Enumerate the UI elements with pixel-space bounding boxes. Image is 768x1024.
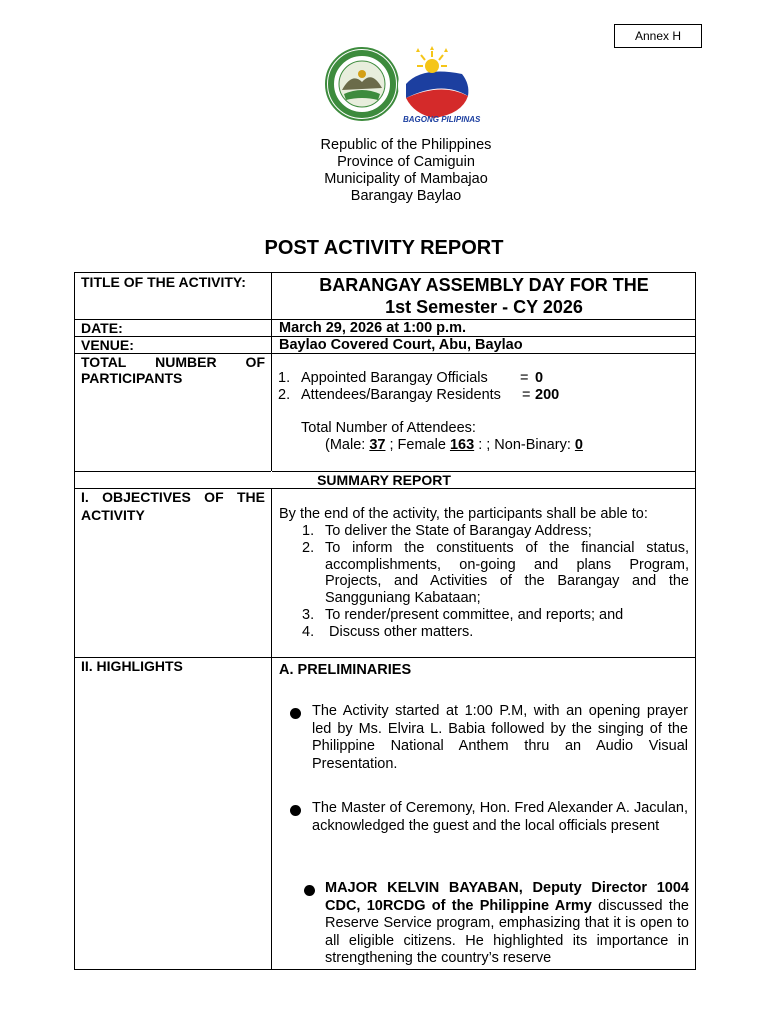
participants-item-2-value: 200 — [535, 387, 560, 403]
male-count: 37 — [369, 437, 386, 453]
venue-label: VENUE: — [81, 337, 134, 353]
nonbinary-label: : ; Non-Binary: — [478, 437, 571, 453]
objective-1-num: 1. — [302, 523, 315, 539]
speaker-name: MAJOR KELVIN BAYABAN, Deputy Director 1004 CDC, 10RCDG of the Philippine Army — [325, 880, 689, 914]
objectives-label-2: ACTIVITY — [81, 507, 145, 523]
bagong-pilipinas-text: BAGONG PILIPINAS — [403, 115, 481, 124]
participants-item-2-num: 2. — [278, 387, 291, 403]
participants-item-1-sep: = — [520, 370, 529, 386]
objective-3-num: 3. — [302, 607, 315, 623]
preliminaries-heading: A. PRELIMINARIES — [279, 662, 412, 678]
header-line-3: Municipality of Mambajao — [324, 171, 488, 187]
total-attendees-label: Total Number of Attendees: — [301, 420, 476, 436]
highlight-bullet-1: The Activity started at 1:00 P.M, with an opening prayer led by Ms. Elvira L. Babia followed by the singing of the Philippine National Anthem thru an Audio Visual Presentation. — [312, 703, 688, 772]
report-title: POST ACTIVITY REPORT — [264, 237, 504, 259]
nonbinary-count: 0 — [574, 437, 583, 453]
venue-value: Baylao Covered Court, Abu, Baylao — [279, 337, 523, 353]
date-label: DATE: — [81, 320, 123, 336]
header-line-2: Province of Camiguin — [337, 154, 475, 170]
participants-label-1: TOTAL NUMBER OF — [81, 354, 265, 370]
male-label: (Male: — [325, 437, 366, 453]
objective-4-text: Discuss other matters. — [325, 624, 474, 640]
header-line-4: Barangay Baylao — [350, 188, 462, 204]
objective-3-text: To render/present committee, and reports; and — [325, 607, 624, 623]
participants-item-2-label: Attendees/Barangay Residents — [301, 387, 501, 403]
column-divider — [271, 272, 272, 970]
activity-title — [272, 274, 696, 318]
letterhead — [250, 137, 562, 205]
bullet-dot-icon — [290, 708, 301, 719]
highlight-bullet-3 — [325, 880, 689, 970]
objectives-label-1: I. OBJECTIVES OF THE — [81, 489, 265, 505]
annex-label: Annex H — [614, 24, 702, 48]
objective-4-num: 4. — [302, 624, 315, 640]
participants-label-2: PARTICIPANTS — [81, 370, 183, 386]
participants-item-1-label: Appointed Barangay Officials — [301, 370, 488, 386]
participants-item-1-num: 1. — [278, 370, 291, 386]
bullet-dot-icon — [304, 885, 315, 896]
female-count: 163 — [449, 437, 475, 453]
attendees-breakdown — [325, 437, 583, 454]
objective-2-num: 2. — [302, 540, 315, 556]
activity-title-line-1: BARANGAY ASSEMBLY DAY FOR THE — [319, 275, 649, 295]
speaker-discussion: discussed the Reserve Service program, emphasizing that it is open to all eligible citizens. He highlighted its importance in strengthening the country’s reserve — [325, 897, 689, 966]
objective-1-text: To deliver the State of Barangay Address; — [325, 523, 592, 539]
female-label: ; Female — [389, 437, 446, 453]
title-label: TITLE OF THE ACTIVITY: — [81, 274, 246, 290]
objective-2-text: To inform the constituents of the financial status, accomplishments, on-going and plans Program, Projects, and Activities of the Barangay and the Sangguniang Kabataan; — [325, 540, 689, 606]
bullet-dot-icon — [290, 805, 301, 816]
highlights-label: II. HIGHLIGHTS — [81, 658, 183, 674]
participants-item-1-value: 0 — [535, 370, 544, 386]
highlight-bullet-2: The Master of Ceremony, Hon. Fred Alexander A. Jaculan, acknowledged the guest and the local officials present — [312, 800, 688, 834]
summary-report-heading: SUMMARY REPORT — [317, 472, 451, 488]
header-line-1: Republic of the Philippines — [320, 137, 492, 153]
activity-title-line-2: 1st Semester - CY 2026 — [385, 297, 583, 317]
logos — [322, 46, 482, 130]
participants-item-2-sep: = — [522, 387, 531, 403]
objectives-intro: By the end of the activity, the participants shall be able to: — [279, 506, 648, 522]
date-value: March 29, 2026 at 1:00 p.m. — [279, 320, 466, 336]
